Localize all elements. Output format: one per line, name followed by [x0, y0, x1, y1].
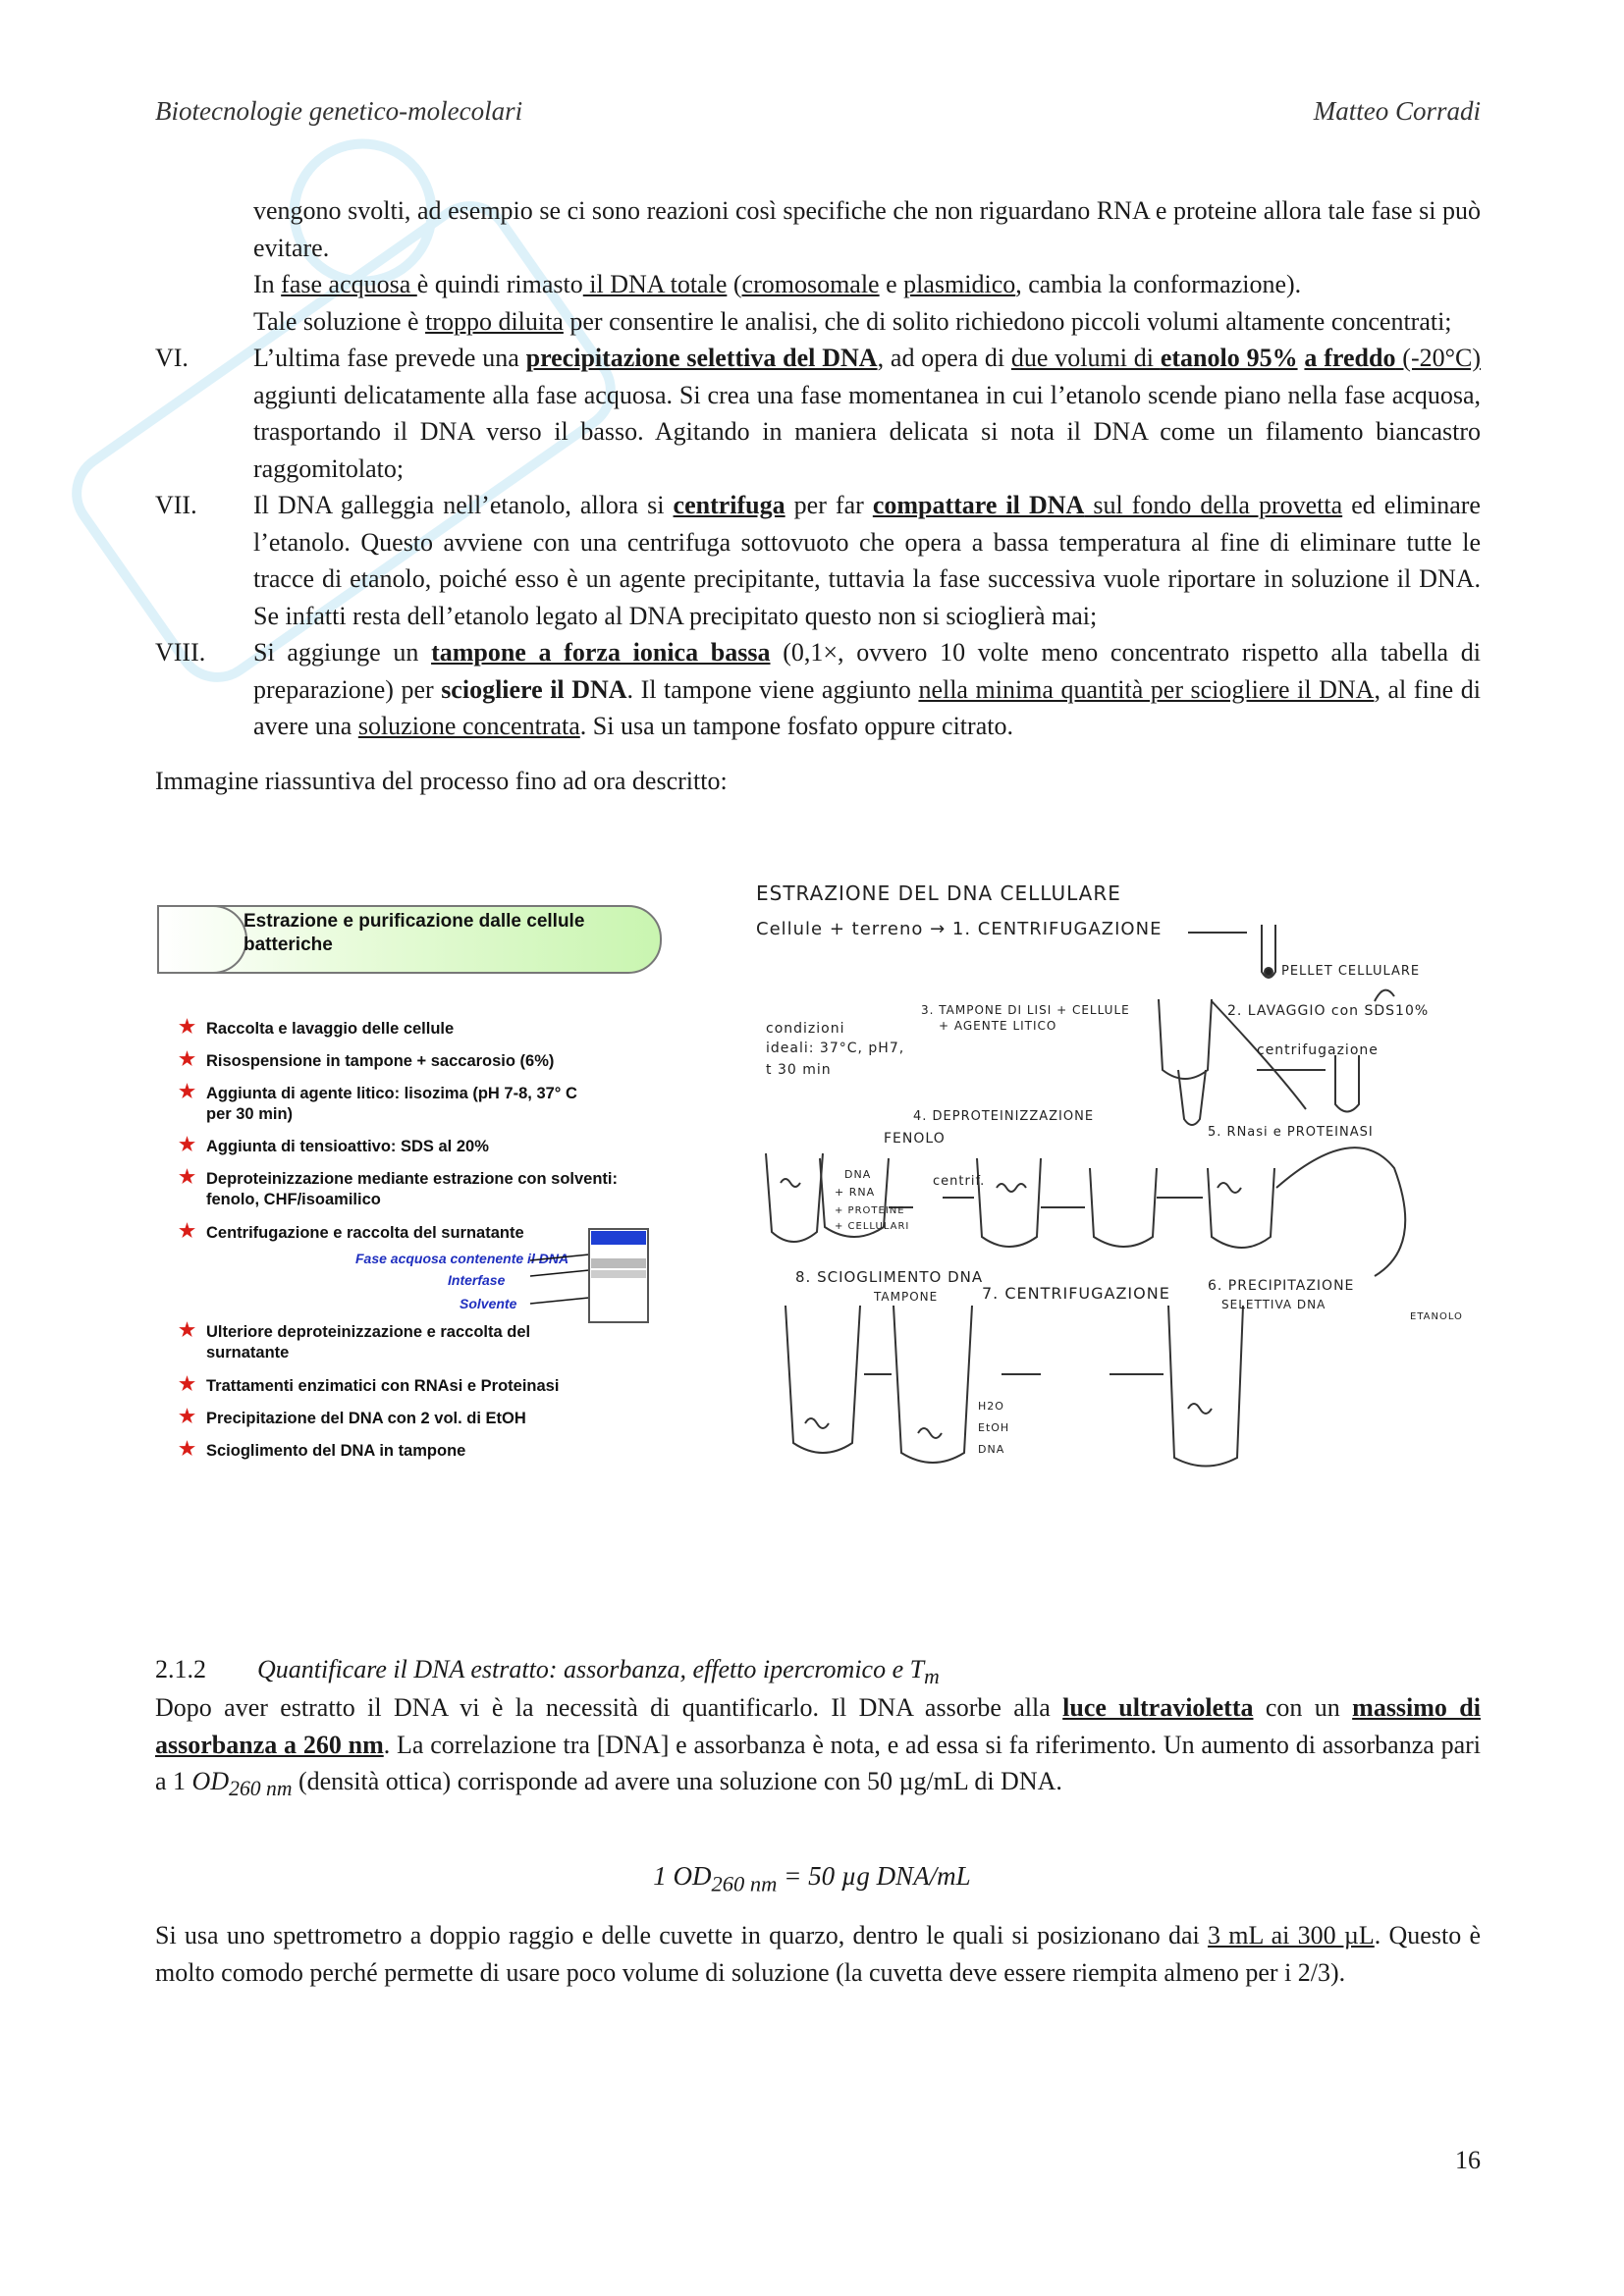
figure-handdrawn-process	[746, 874, 1492, 1492]
handdrawn-cond: ideali: 37°C, pH7,	[766, 1041, 905, 1056]
page-number: 16	[1455, 2146, 1481, 2174]
step-item: ★ Aggiunta di agente litico: lisozima (pH 7-8, 37° C	[179, 1082, 577, 1102]
handdrawn-line: Cellule + terreno → 1. CENTRIFUGAZIONE	[756, 919, 1163, 939]
handdrawn-step4: 4. DEPROTEINIZZAZIONE	[913, 1109, 1095, 1124]
label-solvent: Solvente	[460, 1296, 517, 1311]
equation: 1 $OD_{260 nm} = 50$ µg DNA/mL	[653, 1861, 971, 1896]
list-item: VIII. Si aggiunge un tampone a forza ionica bassa (0,1×, ovvero 10 volte meno concentrato rispetto alla tabella di preparazione) per sciogliere il DNA. Il tampone viene aggiunto nella minima quantità per sciogliere il DNA, al fine di avere una soluzione concentrata. Si usa un tampone fosfato oppure citrato.	[155, 638, 1481, 740]
body-top	[155, 192, 1481, 799]
star-icon: ★	[179, 1439, 196, 1460]
handdrawn-step3a: 3. TAMPONE DI LISI + CELLULE	[921, 1003, 1130, 1017]
star-icon: ★	[179, 1407, 196, 1427]
star-icon: ★	[179, 1167, 196, 1188]
handdrawn-etanolo: ETANOLO	[1410, 1311, 1463, 1322]
handdrawn-cond: condizioni	[766, 1021, 845, 1037]
star-icon: ★	[179, 1135, 196, 1155]
handdrawn-tube-rna: + RNA	[835, 1186, 876, 1199]
paragraph: Tale soluzione è troppo diluita per consentire le analisi, che di solito richiedono piccoli volumi altamente concentrati;	[253, 306, 1452, 336]
section-heading: 2.1.2 Quantificare il DNA estratto: assorbanza, effetto ipercromico e $T_m$	[155, 1655, 940, 1689]
list-item: VI. L’ultima fase prevede una precipitazione selettiva del DNA, ad opera di due volumi di etanolo 95% a freddo (-20°C) aggiunti delicatamente alla fase acquosa. Si crea una fase momentanea in cui l’etanolo scende piano nella fase acquosa, trasportando il DNA verso il basso. Agitando in maniera delicata si nota il DNA come un filamento biancastro raggomitolato;	[155, 344, 1482, 483]
step-item: ★ Deproteinizzazione mediante estrazione con solventi:	[179, 1167, 619, 1188]
handdrawn-tube-cell: + CELLULARI	[835, 1221, 910, 1232]
star-icon: ★	[179, 1320, 196, 1341]
handdrawn-step5: 5. RNasi e PROTEINASI	[1208, 1125, 1374, 1140]
separation-tube-icon	[530, 1219, 707, 1327]
step-item: ★ Centrifugazione e raccolta del surnatante	[179, 1221, 524, 1242]
paragraph: vengono svolti, ad esempio se ci sono reazioni così specifiche che non riguardano RNA e proteine allora tale fase si può evitare.	[253, 196, 1481, 262]
step-item: ★ Trattamenti enzimatici con RNAsi e Proteinasi	[179, 1374, 560, 1395]
body-end	[155, 1917, 1481, 1991]
step-item: ★ Scioglimento del DNA in tampone	[179, 1439, 466, 1460]
handdrawn-step2: 2. LAVAGGIO con SDS10%	[1227, 1003, 1430, 1019]
handdrawn-step3b: + AGENTE LITICO	[939, 1019, 1057, 1033]
handdrawn-step6a: 6. PRECIPITAZIONE	[1208, 1278, 1355, 1294]
handdrawn-step7: 7. CENTRIFUGAZIONE	[982, 1284, 1170, 1303]
figure-extraction-steps	[157, 895, 707, 1484]
figure-caption: Immagine riassuntiva del processo fino ad ora descritto:	[155, 766, 728, 795]
paragraph: Dopo aver estratto il DNA vi è la necessità di quantificarlo. Il DNA assorbe alla luce ultravioletta con un massimo di assorbanza a 260 nm. La correlazione tra [DNA] e assorbanza è nota, e ad essa si fa riferimento. Un aumento di assorbanza pari a 1 $OD_{260 nm}$ (densità ottica) corrisponde ad avere una soluzione con 50 µg/mL di DNA.	[155, 1693, 1481, 1801]
paragraph: In fase acquosa è quindi rimasto il DNA totale (cromosomale e plasmidico, cambia la conformazione).	[253, 270, 1302, 298]
paragraph: Si usa uno spettrometro a doppio raggio e delle cuvette in quarzo, dentro le quali si posizionano dai 3 mL ai 300 µL. Questo è molto comodo perché permette di usare poco volume di soluzione (la cuvetta deve essere riempita almeno per i 2/3).	[155, 1921, 1481, 1987]
star-icon: ★	[179, 1221, 196, 1242]
step-item: ★ Precipitazione del DNA con 2 vol. di EtOH	[179, 1407, 526, 1427]
step-item-cont: per 30 min)	[206, 1105, 294, 1123]
body-bottom	[155, 1689, 1481, 1808]
handdrawn-pellet: PELLET CELLULARE	[1281, 964, 1421, 979]
handdrawn-h2o: H2O	[978, 1400, 1004, 1413]
handdrawn-centrifugation: centrifugazione	[1257, 1042, 1379, 1058]
star-icon: ★	[179, 1049, 196, 1070]
handdrawn-cond: t 30 min	[766, 1062, 832, 1078]
step-item: ★ Aggiunta di tensioattivo: SDS al 20%	[179, 1135, 489, 1155]
label-interphase: Interfase	[448, 1272, 506, 1288]
label-aqueous: Fase acquosa contenente il DNA	[355, 1251, 569, 1266]
star-icon: ★	[179, 1017, 196, 1038]
step-item-cont: fenolo, CHF/isoamilico	[206, 1191, 381, 1208]
star-icon: ★	[179, 1082, 196, 1102]
handdrawn-step6b: SELETTIVA DNA	[1221, 1298, 1326, 1311]
handdrawn-tampone: TAMPONE	[874, 1290, 939, 1304]
header-author: Matteo Corradi	[1313, 96, 1481, 126]
list-item: VII. Il DNA galleggia nell’etanolo, allora si centrifuga per far compattare il DNA sul fondo della provetta ed eliminare l’etanolo. Questo avviene con una centrifuga sottovuoto che opera a bassa temperatura al fine di eliminare tutte le tracce di etanolo, poiché esso è un agente precipitante, tuttavia la fase successiva vuole riportare in soluzione il DNA. Se infatti resta dell’etanolo legato al DNA precipitato questo non si scioglierà mai;	[155, 491, 1481, 630]
step-item-cont: surnatante	[206, 1344, 290, 1362]
handdrawn-step8: 8. SCIOGLIMENTO DNA	[795, 1268, 984, 1286]
handdrawn-title: ESTRAZIONE DEL DNA CELLULARE	[756, 881, 1121, 905]
handdrawn-tube-prot: + PROTEINE	[835, 1205, 905, 1216]
figure-title: Estrazione e purificazione dalle cellule batteriche	[244, 911, 585, 955]
step-item: ★ Risospensione in tampone + saccarosio (6%)	[179, 1049, 555, 1070]
handdrawn-tube-dna: DNA	[844, 1168, 872, 1181]
handdrawn-fenolo: FENOLO	[884, 1131, 946, 1147]
step-item: ★ Ulteriore deproteinizzazione e raccolta del	[179, 1320, 531, 1341]
step-item: ★ Raccolta e lavaggio delle cellule	[179, 1017, 455, 1038]
header-title: Biotecnologie genetico-molecolari	[155, 96, 523, 126]
star-icon: ★	[179, 1374, 196, 1395]
handdrawn-centrif: centrif.	[933, 1174, 986, 1189]
handdrawn-dna: DNA	[978, 1443, 1005, 1456]
handdrawn-etoh: EtOH	[978, 1421, 1010, 1434]
